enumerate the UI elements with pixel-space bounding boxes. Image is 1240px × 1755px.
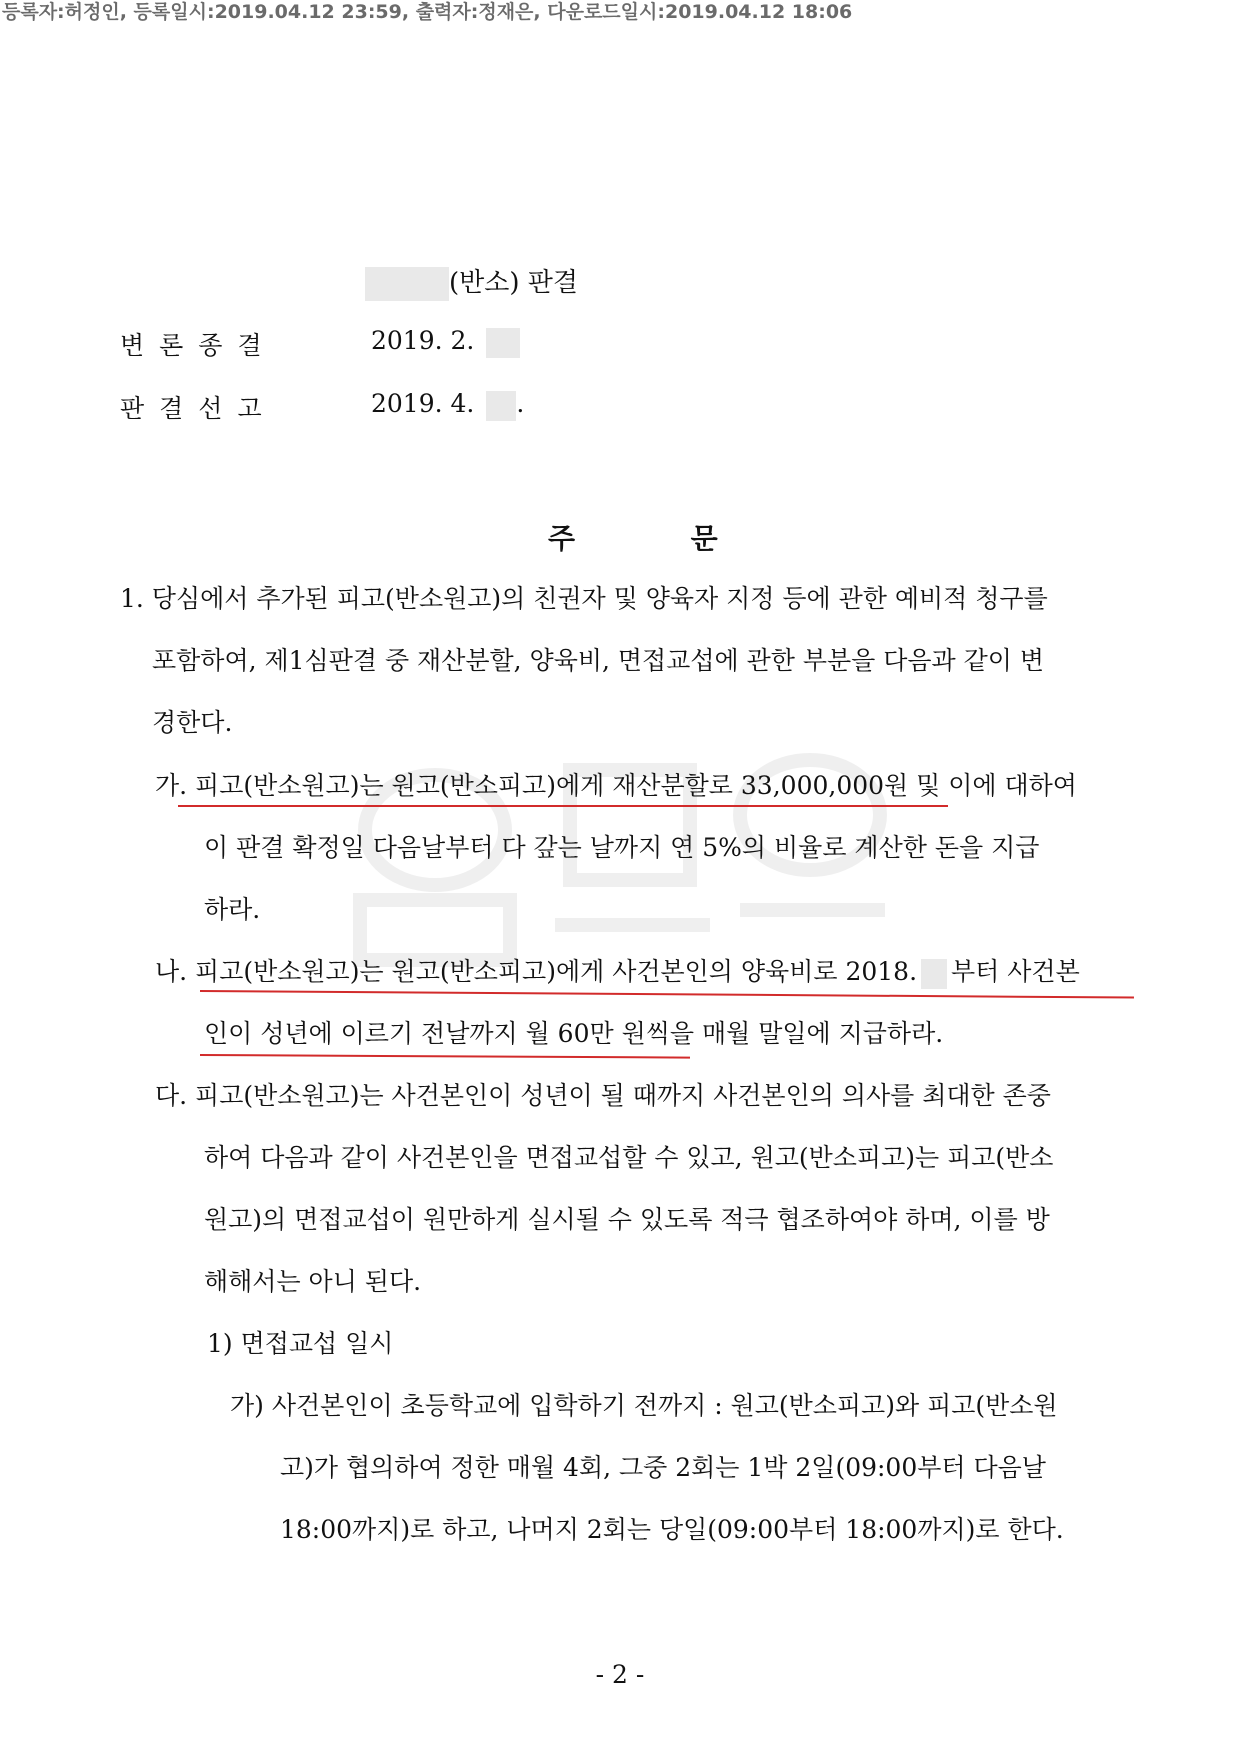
item-da-line2: 하여 다음과 같이 사건본인을 면접교섭할 수 있고, 원고(반소피고)는 피고(반소	[204, 1143, 1054, 1172]
closing-label: 변론종결	[120, 331, 277, 360]
item-da-line3: 원고)의 면접교섭이 원만하게 실시될 수 있도록 적극 협조하여야 하며, 이를 방	[204, 1205, 1050, 1234]
item-na-line1-end: 부터 사건본	[951, 957, 1080, 986]
sub1a-line3: 18:00까지)로 하고, 나머지 2회는 당일(09:00부터 18:00까지)로 한다.	[280, 1515, 1064, 1544]
red-underline-na-1	[200, 990, 1134, 999]
item-da-line1: 다. 피고(반소원고)는 사건본인이 성년이 될 때까지 사건본인의 의사를 최대한 존중	[155, 1081, 1051, 1110]
item-ga-line3: 하라.	[204, 895, 261, 924]
item-da-line4: 해해서는 아니 된다.	[204, 1267, 422, 1296]
sentence-date-value: 2019. 4.	[371, 389, 475, 418]
redacted-sentence-day	[486, 391, 516, 421]
judgment-title-suffix: (반소) 판결	[449, 268, 579, 298]
page-number: - 2 -	[595, 1660, 645, 1689]
sub1a-line1: 가) 사건본인이 초등학교에 입학하기 전까지 : 원고(반소피고)와 피고(반소원	[230, 1391, 1058, 1420]
section-title	[548, 517, 718, 557]
sub1-heading: 1) 면접교섭 일시	[207, 1329, 394, 1358]
section-title-char-b: 문	[690, 522, 718, 555]
closing-date-value: 2019. 2.	[371, 326, 475, 355]
item-na-line1	[155, 957, 1080, 989]
redacted-case-number	[365, 267, 449, 301]
item1-line2: 포함하여, 제1심판결 중 재산분할, 양육비, 면접교섭에 관한 부분을 다음과 같이 변	[152, 646, 1045, 675]
item1-line1: 1. 당심에서 추가된 피고(반소원고)의 친권자 및 양육자 지정 등에 관한 예비적 청구를	[120, 584, 1048, 613]
red-underline-na-2	[200, 1054, 690, 1059]
judgment-title	[365, 262, 578, 301]
section-title-char-a: 주	[548, 522, 576, 555]
sub1a-line2: 고)가 협의하여 정한 매월 4회, 그중 2회는 1박 2일(09:00부터 다음날	[280, 1453, 1046, 1482]
redacted-closing-day	[486, 328, 520, 358]
item-ga-line1: 가. 피고(반소원고)는 원고(반소피고)에게 재산분할로 33,000,000원 및 이에 대하여	[155, 771, 1077, 800]
item-na-line1-start: 나. 피고(반소원고)는 원고(반소피고)에게 사건본인의 양육비로 2018.	[155, 957, 918, 986]
download-info-header: 등록자:허정인, 등록일시:2019.04.12 23:59, 출력자:정재은, 다운로드일시:2019.04.12 18:06	[2, 1, 853, 23]
sentence-date-suffix: .	[516, 389, 525, 418]
red-underline-ga	[178, 805, 948, 807]
item-na-line2: 인이 성년에 이르기 전날까지 월 60만 원씩을 매월 말일에 지급하라.	[204, 1019, 944, 1048]
redacted-na-month	[921, 959, 947, 989]
sentence-label: 판결선고	[120, 394, 277, 423]
item1-line3: 경한다.	[152, 708, 233, 737]
closing-date	[371, 326, 520, 358]
sentence-date	[371, 389, 524, 421]
item-ga-line2: 이 판결 확정일 다음날부터 다 갚는 날까지 연 5%의 비율로 계산한 돈을 지급	[204, 833, 1040, 862]
